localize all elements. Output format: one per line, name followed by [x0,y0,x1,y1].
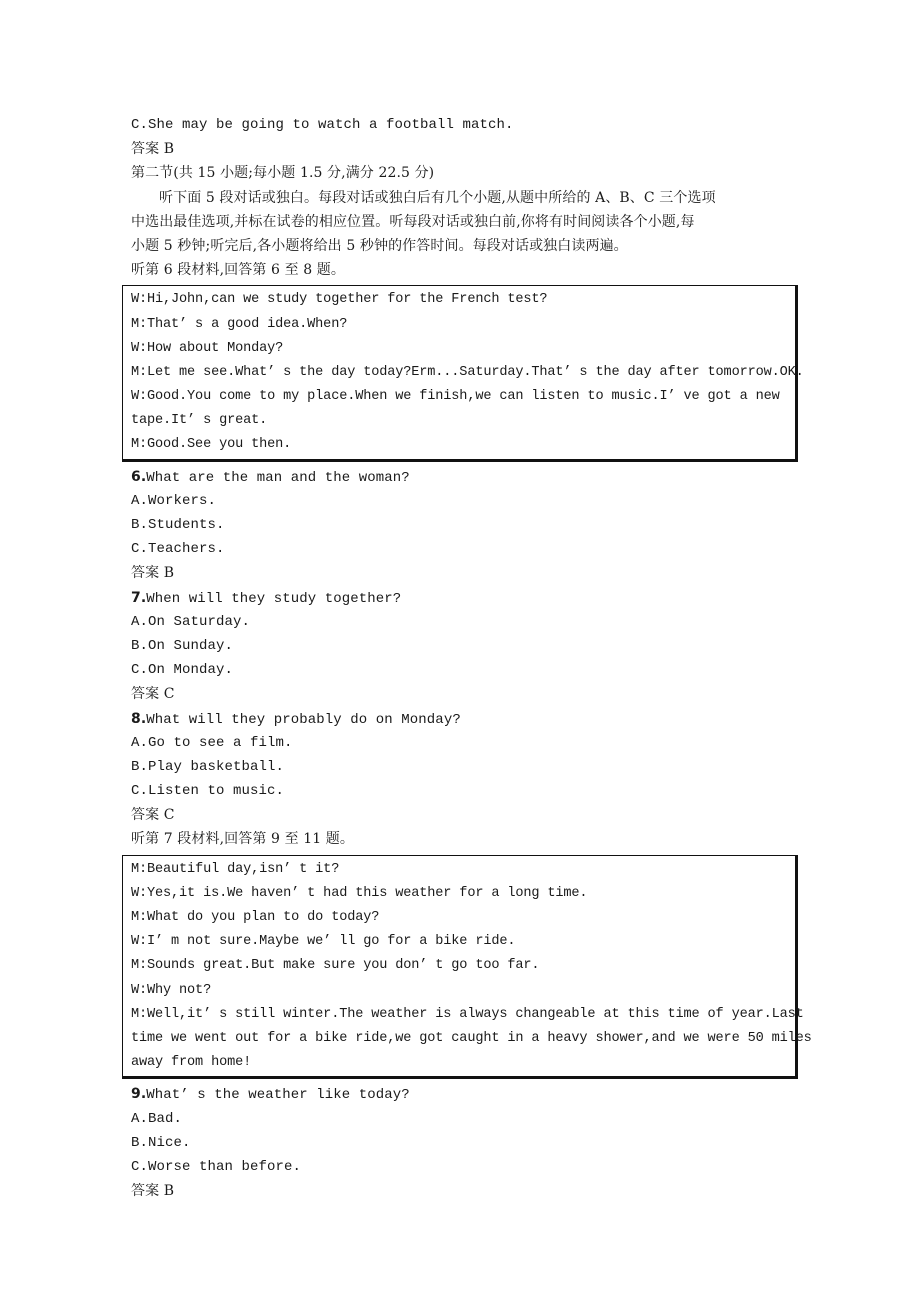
question-number: 7. [131,589,147,606]
option-a: A.Go to see a film. [131,734,293,751]
question-text: What’ s the weather like today? [146,1087,410,1104]
option-b: B.On Sunday. [131,637,234,654]
instructions-line-3: 小题 5 秒钟;听完后,各小题将给出 5 秒钟的作答时间。每段对话或独白读两遍。 [131,237,628,254]
dialog-line: W:Hi,John,can we study together for the French test? [131,292,548,308]
dialog-line: W:How about Monday? [131,340,284,356]
material-7-heading: 听第 7 段材料,回答第 9 至 11 题。 [131,831,354,848]
question-number: 9. [131,1086,147,1103]
option-c: C.Teachers. [131,541,225,558]
instructions-line-2: 中选出最佳选项,并标在试卷的相应位置。听每段对话或独白前,你将有时间阅读各个小题,每 [131,213,695,230]
dialog-line: M:Beautiful day,isn’ t it? [131,861,340,877]
document-page [131,113,812,1203]
dialog-line: M:Sounds great.But make sure you don’ t go too far. [131,958,540,974]
question-number: 6. [131,468,147,485]
dialog-line: away from home! [131,1055,252,1071]
material-6-heading: 听第 6 段材料,回答第 6 至 8 题。 [131,262,345,279]
dialog-line: time we went out for a bike ride,we got caught in a heavy shower,and we were 50 miles [131,1030,812,1046]
dialog-line: W:I’ m not sure.Maybe we’ ll go for a bike ride. [131,934,516,950]
section-title: 第二节(共 15 小题;每小题 1.5 分,满分 22.5 分) [131,165,435,182]
dialog-line: M:What do you plan to do today? [131,910,380,925]
question-7 [131,586,791,610]
previous-option-c: C.She may be going to watch a football match. [131,117,514,133]
dialog-line: W:Good.You come to my place.When we finish,we can listen to music.I’ ve got a new [131,389,780,405]
option-b: B.Nice. [131,1134,191,1151]
dialog-line: M:That’ s a good idea.When? [131,316,348,332]
option-c: C.Listen to music. [131,783,285,800]
answer: 答案 C [131,807,175,824]
previous-answer: 答案 B [131,141,175,158]
question-number: 8. [131,710,147,727]
option-b: B.Students. [131,517,225,533]
question-text: What are the man and the woman? [146,469,410,486]
dialog-box-material-7 [122,855,812,1080]
question-text: What will they probably do on Monday? [146,711,461,728]
question-text: When will they study together? [146,590,402,607]
option-a: A.Workers. [131,492,217,509]
dialog-line: M:Let me see.What’ s the day today?Erm...Saturday.That’ s the day after tomorrow.OK. [131,364,804,380]
option-c: C.On Monday. [131,662,234,679]
answer: 答案 C [131,686,175,703]
question-8 [131,707,791,731]
dialog-line: M:Good.See you then. [131,437,292,453]
option-c: C.Worse than before. [131,1158,302,1175]
dialog-line: M:Well,it’ s still winter.The weather is always changeable at this time of year.Last [131,1006,804,1022]
dialog-line: W:Yes,it is.We haven’ t had this weather for a long time. [131,885,588,901]
option-a: A.On Saturday. [131,613,251,630]
answer: 答案 B [131,1183,175,1200]
answer: 答案 B [131,565,175,582]
dialog-line: tape.It’ s great. [131,413,268,429]
question-6 [131,465,791,489]
instructions-line-1: 听下面 5 段对话或独白。每段对话或独白后有几个小题,从题中所给的 A、B、C 三个选项 [159,189,716,206]
dialog-line: W:Why not? [131,982,212,998]
question-9 [131,1082,791,1106]
option-b: B.Play basketball. [131,758,285,775]
option-a: A.Bad. [131,1110,183,1127]
dialog-box-material-6 [122,285,804,461]
